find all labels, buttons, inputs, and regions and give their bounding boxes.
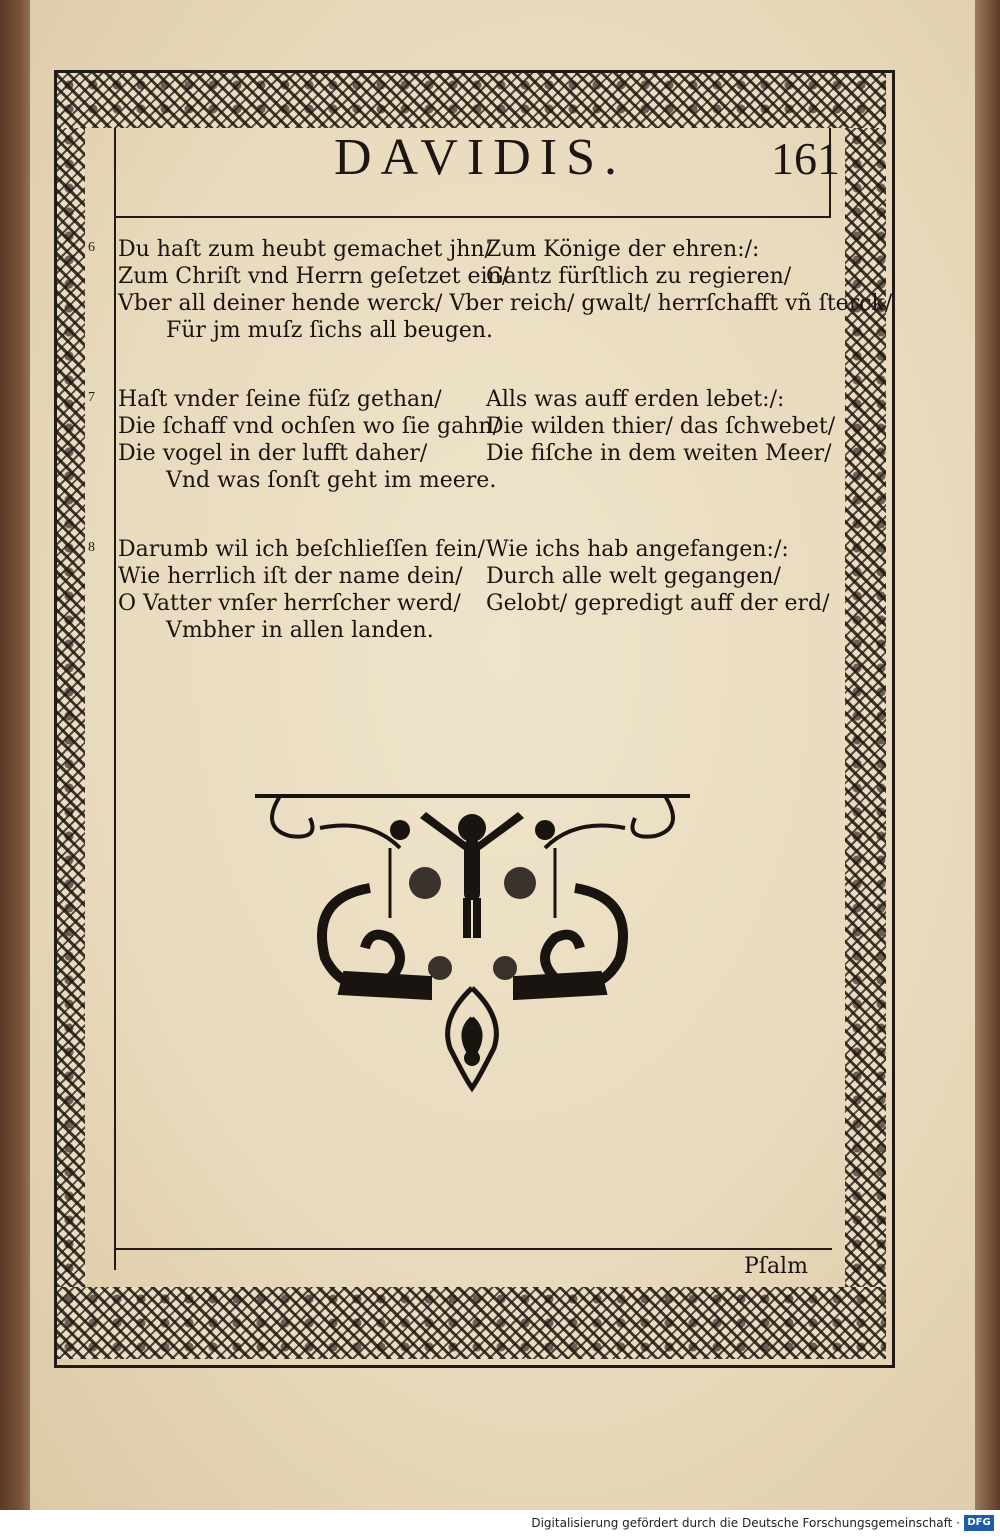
line-refrain: Für jm muſz ſichs all beugen.: [166, 318, 494, 343]
verse-line: [118, 236, 828, 263]
verse-line: [118, 413, 836, 440]
line-first-half: Die ſchaff vnd ochſen wo ſie gahn/: [118, 414, 501, 439]
line-second-half: Zum Königе der ehren:/:: [486, 237, 760, 262]
verse-number: 7: [88, 390, 95, 405]
verse-number: 8: [88, 540, 95, 555]
verse-line: [118, 590, 828, 617]
verse-line: [118, 290, 893, 317]
verse-line: [118, 386, 828, 413]
line-second-half: Gantz fürſtlich zu regieren/: [486, 264, 792, 289]
stanza-8: [88, 536, 830, 644]
left-ornamental-border: [57, 128, 85, 1287]
digitization-footer: [0, 1510, 1000, 1538]
footer-rule: [114, 1248, 832, 1250]
line-first-half: Darumb wil ich beſchlieſſen fein/: [118, 537, 485, 562]
line-first-half: Wie herrlich iſt der name dein/: [118, 564, 463, 589]
left-rule: [114, 128, 116, 1270]
line-first-half: Zum Chriſt vnd Herrn geſetzet ein/: [118, 264, 510, 289]
verse-line: [118, 440, 832, 467]
line-first-half: O Vatter vnſer herrſcher werd/: [118, 591, 461, 616]
page-number: 161: [771, 133, 840, 184]
line-second-half: Die fiſche in dem weiten Meer/: [486, 441, 832, 466]
stanza-6: [88, 236, 893, 344]
verse-line: [118, 467, 828, 494]
line-first-half: Die vogel in der lufft daher/: [118, 441, 428, 466]
verse-number: 6: [88, 240, 95, 255]
line-first-half: Du haſt zum heubt gemachet jhn/: [118, 237, 492, 262]
header-rule: [114, 216, 829, 218]
line-second-half: Gelobt/ gepredigt auff der erd/: [486, 591, 830, 616]
catchword: Pſalm: [744, 1254, 808, 1279]
line-refrain: Vmbher in allen landen.: [166, 618, 434, 643]
line-first-half: Haſt vnder ſeine füſz gethan/: [118, 387, 442, 412]
line-full: Vber all deiner hende werck/ Vber reich/ gwalt/ herrſchafft vñ ſterck/: [118, 291, 893, 316]
line-second-half: Wie ichs hab angefangen:/:: [486, 537, 789, 562]
verse-line: [118, 536, 828, 563]
line-refrain: Vnd was ſonſt geht im meere.: [166, 468, 497, 493]
footer-credit: Digitalisierung gefördert durch die Deutsche Forschungsgemeinschaft ·: [531, 1516, 960, 1530]
bottom-ornamental-border: [57, 1287, 886, 1359]
stanza-7: [88, 386, 836, 494]
cherub-cartouche-ornament-icon: [250, 788, 695, 1100]
verse-line: [118, 263, 828, 290]
line-second-half: Die wilden thier/ das ſchwebet/: [486, 414, 836, 439]
verse-line: [118, 617, 828, 644]
line-second-half: Durch alle welt gegangen/: [486, 564, 781, 589]
top-ornamental-border: [57, 73, 886, 128]
dfg-logo: DFG: [964, 1515, 994, 1531]
line-second-half: Alls was auff erden lebet:/:: [486, 387, 785, 412]
verse-line: [118, 317, 828, 344]
verse-line: [118, 563, 828, 590]
running-head: DAVIDIS.: [333, 129, 627, 186]
